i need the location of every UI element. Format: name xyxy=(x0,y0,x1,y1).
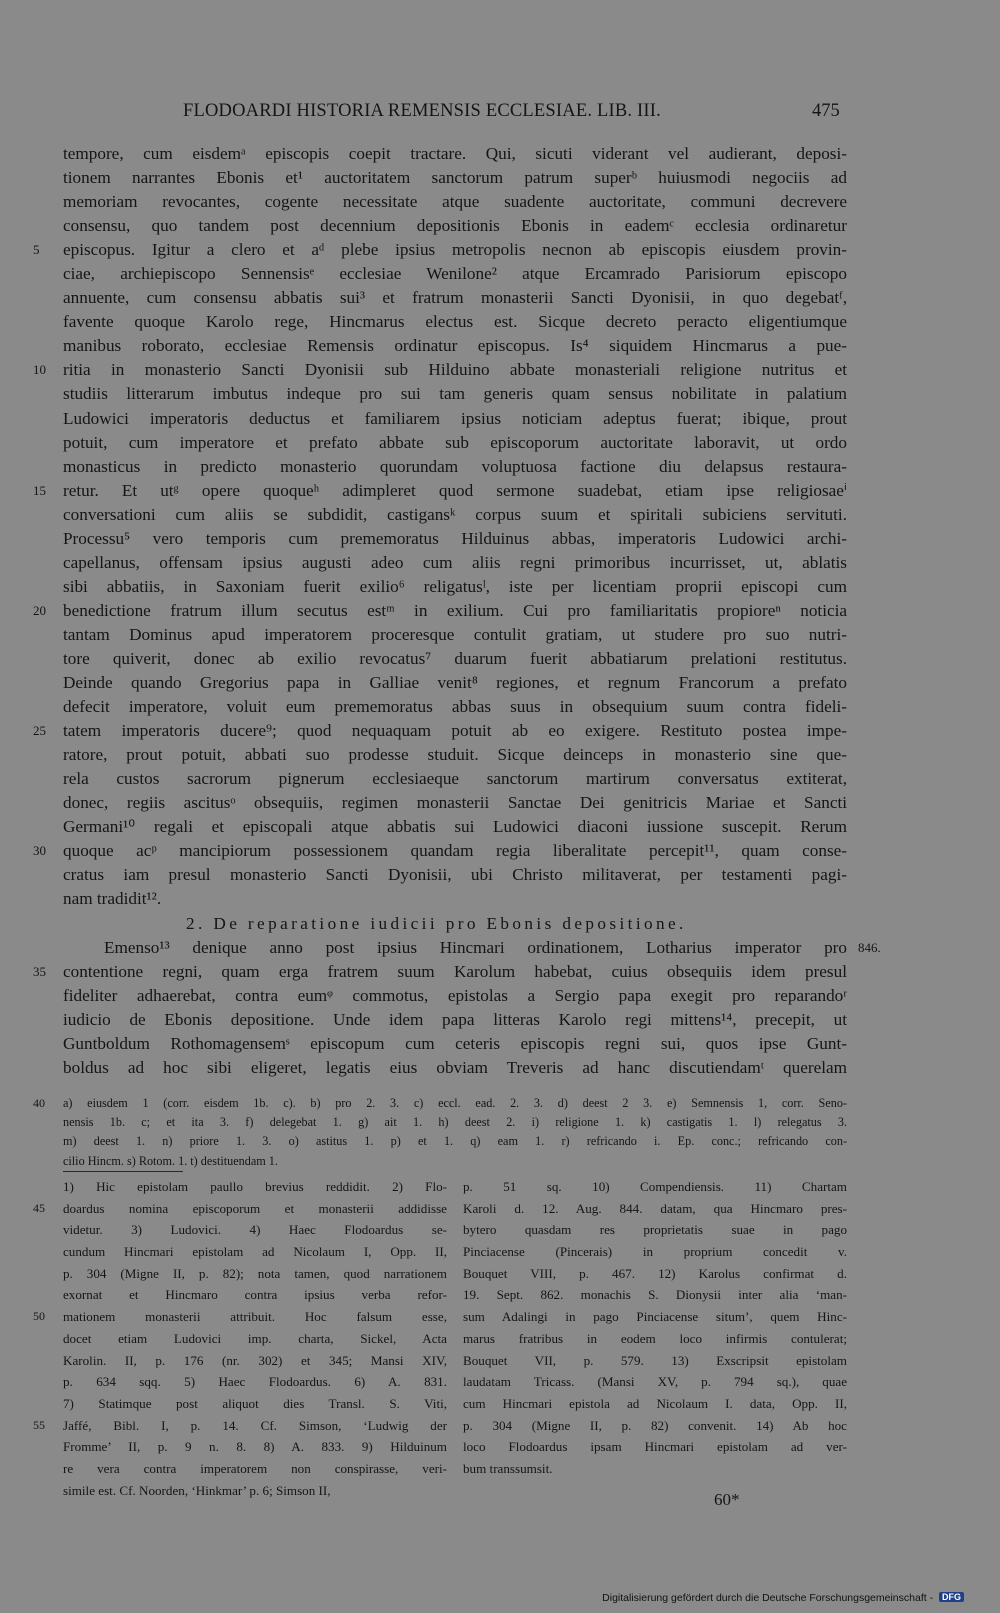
text-line xyxy=(0,142,1000,166)
note-right-column-text: p. 51 sq. 10) Compendiensis. 11) Chartam xyxy=(463,1179,847,1194)
text-line xyxy=(0,743,1000,767)
line-text: ciae, archiepiscopo Sennensisᵉ ecclesiae Wenilone² atque Ercamrado Parisiorum episcopo xyxy=(63,264,847,284)
line-text: studiis litterarum imbutus indeque pro sui tam generis quam sensus nobilitate in palatium xyxy=(63,384,847,404)
line-text: defecit imperatore, voluit eum prememoratus abbas suus in obsequium suum contra fideli- xyxy=(63,697,847,717)
main-text xyxy=(0,142,1000,1080)
note-right-column-text: Bouquet VIII, p. 467. 12) Karolus confirmat d. xyxy=(463,1265,847,1281)
note-left-column-text: 7) Statimque post aliquot dies Transl. S. Viti, xyxy=(63,1395,447,1411)
credit-text: Digitalisierung gefördert durch die Deutsche Forschungsgemeinschaft - xyxy=(602,1592,934,1604)
text-line xyxy=(0,407,1000,431)
note-right-column-text: Pinciacense (Pincerais) in proprium concedit v. xyxy=(463,1244,847,1260)
line-text: tatem imperatoris ducere⁹; quod nequaquam potuit ab eo exigere. Restituto postea impe- xyxy=(63,721,847,741)
running-title: FLODOARDI HISTORIA REMENSIS ECCLESIAE. LIB. III. xyxy=(183,101,661,121)
line-text: retur. Et utᵍ opere quoqueʰ adimpleret quod sermone suadebat, etiam ipse religiosaeⁱ xyxy=(63,480,847,500)
note-line xyxy=(0,1458,1000,1480)
line-number: 30 xyxy=(33,843,46,859)
line-text: memoriam revocantes, cogente necessitate atque suadente auctoritate, communi decrevere xyxy=(63,192,847,212)
line-text: donec, regiis ascitusᵒ obsequiis, regimen monasterii Sanctae Dei genitricis Mariae et Sancti xyxy=(63,793,847,813)
line-text: ritia in monasterio Sancti Dyonisii sub Hilduino abbate monasteriali religione nutritus et xyxy=(63,360,847,380)
text-line xyxy=(0,286,1000,310)
text-line xyxy=(0,1056,1000,1080)
apparatus-line xyxy=(0,1152,1000,1171)
text-line xyxy=(0,767,1000,791)
line-text: Deinde quando Gregorius papa in Galliae venit⁸ regiones, et regnum Francorum a prefato xyxy=(63,673,847,693)
note-right-column-text: bum transsumsit. xyxy=(463,1460,553,1476)
text-line xyxy=(0,671,1000,695)
line-text: favente quoque Karolo rege, Hincmarus electus est. Sicque decreto peracto eligentiumque xyxy=(63,312,847,332)
line-text: conversationi cum aliis se subdidit, castigansᵏ corpus suum et spiritali subiciens servituti. xyxy=(63,504,847,524)
line-text: nam tradidit¹². xyxy=(63,889,162,909)
line-number: 20 xyxy=(33,602,46,618)
note-line xyxy=(0,1393,1000,1415)
apparatus-text: a) eiusdem 1 (corr. eisdem 1b. c). b) pro 2. 3. c) eccl. ead. 2. 3. d) deest 2 3. e) Semnensis 1, corr. Seno- xyxy=(63,1096,847,1110)
line-text: monasticus in predicto monasterio quorundam voluptuosa factione diu delapsus restaura- xyxy=(63,456,847,476)
text-line xyxy=(0,310,1000,334)
text-line xyxy=(0,575,1000,599)
line-text: tantam Dominus apud imperatorem proceresque contulit gratiam, ut studere pro suo nutri- xyxy=(63,624,847,644)
note-line xyxy=(0,1219,1000,1241)
line-number: 50 xyxy=(33,1309,45,1324)
footnote-rule xyxy=(63,1171,183,1172)
text-line xyxy=(0,623,1000,647)
line-text: contentione regni, quam erga fratrem suum Karolum habebat, cuius obsequiis idem presul xyxy=(63,961,847,981)
note-left-column-text: Karolin. II, p. 176 (nr. 302) et 345; Mansi XIV, xyxy=(63,1352,447,1368)
note-line xyxy=(0,1284,1000,1306)
line-text: episcopus. Igitur a clero et aᵈ plebe ipsius metropolis necnon ab episcopis eiusdem provin- xyxy=(63,240,847,260)
line-text: Guntboldum Rothomagensemˢ episcopum cum ceteris episcopis regni sui, quos ipse Gunt- xyxy=(63,1033,847,1053)
line-text: Emenso¹³ denique anno post ipsius Hincmari ordinationem, Lotharius imperator pro xyxy=(104,937,847,957)
line-number: 40 xyxy=(33,1096,45,1110)
text-line xyxy=(0,503,1000,527)
note-left-column-text: docet etiam Ludovici imp. charta, Sickel, Acta xyxy=(63,1330,447,1346)
text-line xyxy=(0,527,1000,551)
signature-mark: 60* xyxy=(714,1490,740,1509)
text-line xyxy=(0,984,1000,1008)
note-right-column-text: cum Hincmari epistola ad Nicolaum I. data, Opp. II, xyxy=(463,1395,847,1411)
line-text: iudicio de Ebonis depositione. Unde idem papa litteras Karolo regi mittens¹⁴, precepit, ut xyxy=(63,1009,847,1029)
line-text: ratore, prout potuit, abbati suo prodesse studuit. Sicque deinceps in monasterio sine que- xyxy=(63,745,847,765)
page-number: 475 xyxy=(812,101,840,121)
note-right-column-text: Karoli d. 12. Aug. 844. datam, qua Hincmaro pres- xyxy=(463,1200,847,1216)
note-right-column-text: 19. Sept. 862. monachis S. Dionysii inter alia ‘man- xyxy=(463,1287,847,1303)
margin-year: 846. xyxy=(858,939,881,955)
line-text: quoque acᵖ mancipiorum possessionem quandam regia liberalitate percepit¹¹, quam conse- xyxy=(63,841,847,861)
note-line xyxy=(0,1241,1000,1263)
text-line xyxy=(0,551,1000,575)
digitization-credit xyxy=(602,1592,964,1604)
text-line xyxy=(0,791,1000,815)
text-line xyxy=(0,190,1000,214)
note-left-column-text: cundum Hincmari epistolam ad Nicolaum I, Opp. II, xyxy=(63,1244,447,1260)
text-line xyxy=(0,1008,1000,1032)
line-text: benedictione fratrum illum secutus estᵐ in exilium. Cui pro familiaritatis propioreⁿ noticia xyxy=(63,600,847,620)
dfg-logo: DFG xyxy=(939,1592,964,1602)
note-left-column-text: p. 634 sqq. 5) Haec Flodoardus. 6) A. 831. xyxy=(63,1374,447,1390)
note-line xyxy=(0,1415,1000,1437)
line-text: Processu⁵ vero temporis cum prememoratus Hilduinus abbas, imperatoris Ludowici archi- xyxy=(63,528,847,548)
line-text: Germani¹⁰ regali et episcopali atque abbatis sui Ludowici diaconi iussione suscepit. Rerum xyxy=(63,817,847,837)
note-left-column-text: videtur. 3) Ludovici. 4) Haec Flodoardus se- xyxy=(63,1222,447,1238)
line-text: manibus roborato, ecclesiae Remensis ordinatur episcopus. Is⁴ siquidem Hincmarus a pue- xyxy=(63,336,847,356)
text-line xyxy=(0,936,1000,960)
note-right-column-text: bytero quasdam res proprietatis suae in pago xyxy=(463,1222,847,1238)
line-text: Ludowici imperatoris deductus et familiarem ipsius noticiam adeptus fuerat; ibique, prout xyxy=(63,408,847,428)
line-text: cratus iam presul monasterio Sancti Dyonisii, ubi Christo militaverat, per testamenti pagi- xyxy=(63,865,847,885)
note-right-column-text: marus fratribus in eodem loco infirmis contulerat; xyxy=(463,1330,847,1346)
note-left-column-text: mationem monasterii attribuit. Hoc falsum esse, xyxy=(63,1309,447,1325)
text-line xyxy=(0,863,1000,887)
running-header xyxy=(0,101,1000,125)
line-number: 25 xyxy=(33,723,46,739)
note-left-column-text: doardus nomina episcoporum et monasterii addidisse xyxy=(63,1200,447,1216)
note-line xyxy=(0,1198,1000,1220)
line-text: capellanus, offensam ipsius augusti adeo cum aliis regni primoribus incurrisset, ut, ablatis xyxy=(63,552,847,572)
line-text: annuente, cum consensu abbatis sui³ et fratrum monasterii Sancti Dyonisii, in quo degebatᶠ, xyxy=(63,288,847,308)
text-line xyxy=(0,431,1000,455)
text-line xyxy=(0,358,1000,382)
line-number: 35 xyxy=(33,963,46,979)
note-left-column-text: Jaffé, Bibl. I, p. 14. Cf. Simson, ‘Ludwig der xyxy=(63,1417,447,1433)
note-left-column-text: re vera contra imperatorem non conspirasse, veri- xyxy=(63,1460,447,1476)
apparatus-text: cilio Hincm. s) Rotom. 1. t) destituendam 1. xyxy=(63,1153,278,1168)
note-line xyxy=(0,1350,1000,1372)
apparatus-text: nensis 1b. c; et ita 3. f) delegebat 1. g) ait 1. h) deest 2. i) religione 1. k) castigatis 1. l) relegatus 3. xyxy=(63,1115,847,1130)
critical-apparatus xyxy=(0,1094,1000,1171)
line-text: rela custos sacrorum pignerum ecclesiaeque sanctorum martirum conversatus extiterat, xyxy=(63,769,847,789)
line-text: potuit, cum imperatore et prefato abbate sub episcoporum auctoritate laboravit, ut ordo xyxy=(63,432,847,452)
apparatus-text: m) deest 1. n) priore 1. 3. o) astitus 1. p) et 1. q) eam 1. r) refricando i. Ep. conc.; refricando con- xyxy=(63,1134,847,1149)
text-line xyxy=(0,382,1000,406)
line-text: boldus ad hoc sibi eligeret, legatis eius obviam Treveris ad hanc discutiendamᵗ querelam xyxy=(63,1057,847,1077)
line-text: consensu, quo tandem post decennium depositionis Ebonis in eademᶜ ecclesia ordinaretur xyxy=(63,216,847,236)
text-line xyxy=(0,455,1000,479)
section-heading-text: 2. De reparatione iudicii pro Ebonis depositione. xyxy=(186,913,687,933)
apparatus-line xyxy=(0,1113,1000,1132)
text-line xyxy=(0,887,1000,911)
note-right-column-text: laudatam Tricass. (Mansi XV, p. 794 sq.), quae xyxy=(463,1374,847,1390)
note-right-column-text: loco Flodoardus ipsam Hincmari epistolam ad ver- xyxy=(463,1439,847,1455)
text-line xyxy=(0,960,1000,984)
line-number: 45 xyxy=(33,1200,45,1215)
note-left-column-text: 1) Hic epistolam paullo brevius reddidit. 2) Flo- xyxy=(63,1179,447,1194)
note-right-column-text: sum Adalingi in pago Pinciacense situm’, quem Hinc- xyxy=(463,1309,847,1325)
note-line xyxy=(0,1328,1000,1350)
text-line xyxy=(0,166,1000,190)
line-number: 15 xyxy=(33,482,46,498)
apparatus-line xyxy=(0,1132,1000,1151)
text-line xyxy=(0,815,1000,839)
text-line xyxy=(0,599,1000,623)
line-text: fideliter adhaerebat, contra eumᵠ commotus, epistolas a Sergio papa exegit pro reparandoʳ xyxy=(63,985,847,1005)
text-line xyxy=(0,262,1000,286)
note-line xyxy=(0,1480,1000,1502)
text-line xyxy=(0,334,1000,358)
line-number: 5 xyxy=(33,242,40,258)
text-line xyxy=(0,1032,1000,1056)
note-left-column-text: p. 304 (Migne II, p. 82); nota tamen, quod narrationem xyxy=(63,1265,447,1281)
commentary-notes xyxy=(0,1176,1000,1501)
line-number: 55 xyxy=(33,1417,45,1432)
text-line xyxy=(0,214,1000,238)
note-left-column-text: simile est. Cf. Noorden, ‘Hinkmar’ p. 6; Simson II, xyxy=(63,1482,331,1498)
text-line xyxy=(0,238,1000,262)
note-right-column-text: Bouquet VII, p. 579. 13) Exscripsit epistolam xyxy=(463,1352,847,1368)
note-line xyxy=(0,1371,1000,1393)
text-line xyxy=(0,647,1000,671)
note-right-column-text: p. 304 (Migne II, p. 82) convenit. 14) Ab hoc xyxy=(463,1417,847,1433)
line-text: tionem narrantes Ebonis et¹ auctoritatem sanctorum patrum superᵇ huiusmodi negociis ad xyxy=(63,168,847,188)
line-text: sibi abbatiis, in Saxoniam fuerit exilio⁶ religatusˡ, iste per licentiam proprii episcopi cum xyxy=(63,576,847,596)
apparatus-line xyxy=(0,1094,1000,1113)
note-line xyxy=(0,1436,1000,1458)
text-line xyxy=(0,719,1000,743)
note-line xyxy=(0,1306,1000,1328)
text-line xyxy=(0,695,1000,719)
line-number: 10 xyxy=(33,362,46,378)
note-left-column-text: Fromme’ II, p. 9 n. 8. 8) A. 833. 9) Hilduinum xyxy=(63,1439,447,1455)
line-text: tempore, cum eisdemᵃ episcopis coepit tractare. Qui, sicuti viderant vel audierant, deposi- xyxy=(63,144,847,163)
note-line xyxy=(0,1176,1000,1198)
note-line xyxy=(0,1263,1000,1285)
line-text: tore quiverit, donec ab exilio revocatus⁷ duarum fuerit abbatiarum prelationi restitutus. xyxy=(63,648,847,668)
note-left-column-text: exornat et Hincmaro contra ipsius verba refor- xyxy=(63,1287,447,1303)
text-line xyxy=(0,479,1000,503)
text-line xyxy=(0,839,1000,863)
section-heading xyxy=(0,912,1000,936)
